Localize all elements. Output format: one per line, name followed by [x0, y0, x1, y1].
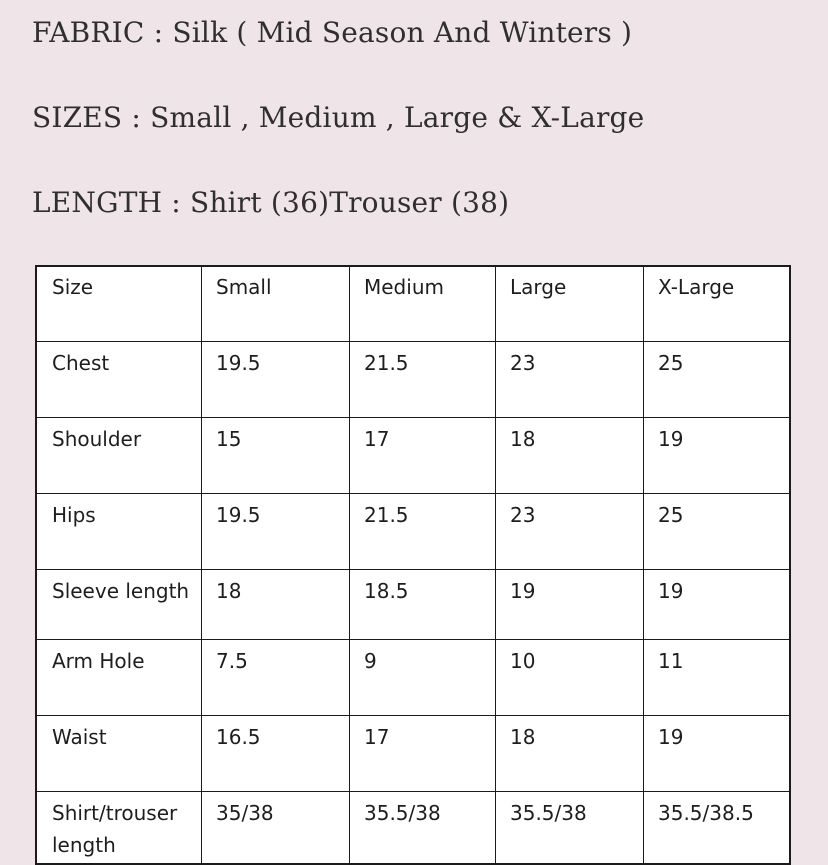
table-cell: 25 — [644, 494, 792, 570]
row-label: Shirt/trouser length — [36, 792, 202, 865]
table-cell: 17 — [350, 418, 496, 494]
table-cell: 19 — [496, 570, 644, 640]
table-cell: 35.5/38.5 — [644, 792, 792, 865]
row-label: Hips — [36, 494, 202, 570]
table-cell: 19 — [644, 570, 792, 640]
table-header-row — [36, 266, 792, 342]
row-label: Arm Hole — [36, 640, 202, 716]
table-cell: 10 — [496, 640, 644, 716]
table-cell: 23 — [496, 494, 644, 570]
header-cell-small: Small — [202, 266, 350, 342]
header-cell-size: Size — [36, 266, 202, 342]
table-cell: 19.5 — [202, 494, 350, 570]
header-cell-medium: Medium — [350, 266, 496, 342]
table-cell: 15 — [202, 418, 350, 494]
table-cell: 21.5 — [350, 342, 496, 418]
table-cell: 35.5/38 — [496, 792, 644, 865]
table-cell: 11 — [644, 640, 792, 716]
table-cell: 35.5/38 — [350, 792, 496, 865]
table-cell: 16.5 — [202, 716, 350, 792]
table-cell: 17 — [350, 716, 496, 792]
table-cell: 18 — [496, 418, 644, 494]
table-cell: 19.5 — [202, 342, 350, 418]
table-row — [36, 716, 792, 792]
row-label: Waist — [36, 716, 202, 792]
row-label: Chest — [36, 342, 202, 418]
table-row — [36, 792, 792, 865]
table-row — [36, 570, 792, 640]
table-cell: 25 — [644, 342, 792, 418]
header-cell-x-large: X-Large — [644, 266, 792, 342]
table-row — [36, 418, 792, 494]
fabric-info: FABRIC : Silk ( Mid Season And Winters ) — [32, 16, 632, 49]
size-chart — [35, 265, 791, 865]
length-info: LENGTH : Shirt (36)Trouser (38) — [32, 186, 509, 219]
table-cell: 18.5 — [350, 570, 496, 640]
table-cell: 19 — [644, 418, 792, 494]
table-cell: 18 — [202, 570, 350, 640]
table-row — [36, 342, 792, 418]
table-cell: 35/38 — [202, 792, 350, 865]
table-cell: 18 — [496, 716, 644, 792]
table-cell: 7.5 — [202, 640, 350, 716]
table-cell: 21.5 — [350, 494, 496, 570]
table-row — [36, 640, 792, 716]
sizes-info: SIZES : Small , Medium , Large & X-Large — [32, 101, 644, 134]
size-chart-table — [35, 265, 791, 865]
table-cell: 23 — [496, 342, 644, 418]
row-label: Shoulder — [36, 418, 202, 494]
table-row — [36, 494, 792, 570]
header-cell-large: Large — [496, 266, 644, 342]
table-cell: 19 — [644, 716, 792, 792]
row-label: Sleeve length — [36, 570, 202, 640]
table-cell: 9 — [350, 640, 496, 716]
